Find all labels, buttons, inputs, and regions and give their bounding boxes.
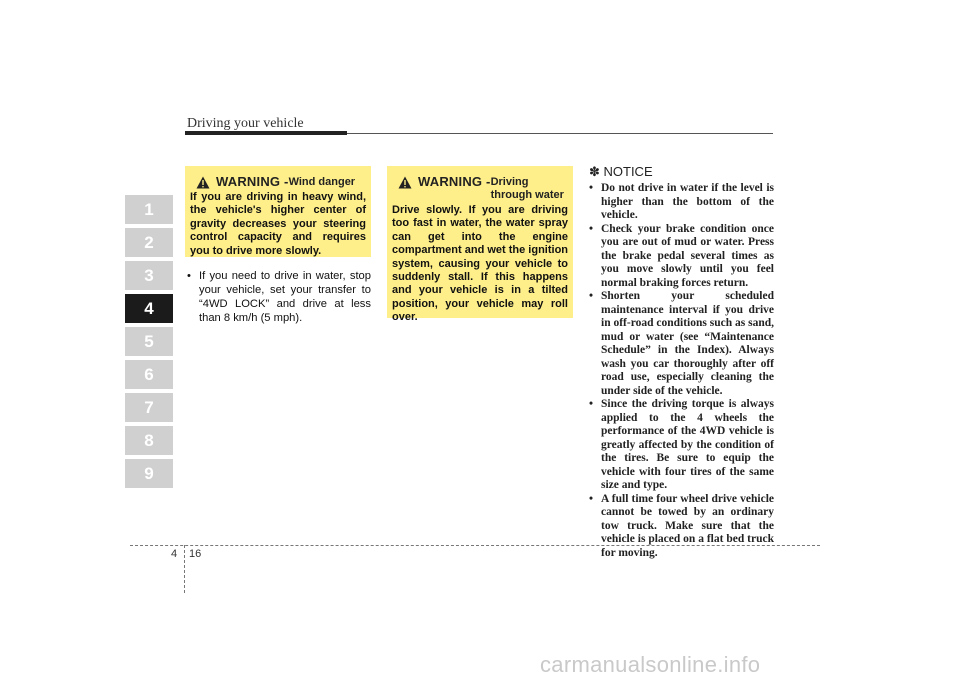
chapter-tabs — [125, 195, 173, 492]
chapter-tab-5[interactable]: 5 — [125, 327, 173, 356]
warning-label: WARNING - — [418, 174, 491, 189]
warning-text: If you are driving in heavy wind, the vehicle's higher center of gravity decreases your steering control capacity and requires you to drive more slowly. — [190, 191, 366, 257]
warning-subject: Wind danger — [288, 176, 356, 188]
warning-subject — [491, 176, 564, 202]
footer-vertical-divider — [184, 545, 185, 593]
notice-item: • Shorten your scheduled maintenance interval if you drive in off-road conditions such as sand, mud or water (see “Maintenance Schedule” in the Index). Always wash you car thoroughly after off road use, especially cleaning the under side of the vehicle. — [589, 290, 774, 397]
notice-item-text: Shorten your scheduled maintenance interval if you drive in off-road conditions such as sand, mud or water (see “Maintenance Schedule” in the Index). Always wash you car thoroughly after off road use, especially cleaning the under side of the vehicle. — [601, 290, 774, 397]
warning-label: WARNING - — [216, 174, 289, 189]
instruction-text: If you need to drive in water, stop your vehicle, set your transfer to “4WD LOCK” and drive at less than 8 km/h (5 mph). — [199, 270, 371, 324]
warning-triangle-icon — [196, 176, 210, 189]
footer-divider — [130, 545, 820, 546]
chapter-tab-4-active[interactable]: 4 — [125, 294, 173, 323]
notice-item: • Do not drive in water if the level is higher than the bottom of the vehicle. — [589, 182, 774, 221]
chapter-tab-1[interactable]: 1 — [125, 195, 173, 224]
chapter-tab-9[interactable]: 9 — [125, 459, 173, 488]
notice-item-text: A full time four wheel drive vehicle cannot be towed by an ordinary tow truck. Make sure that the vehicle is placed on a flat bed truck for moving. — [601, 492, 774, 559]
warning-box-water — [387, 166, 573, 324]
notice-item: • Since the driving torque is always applied to the 4 wheels the performance of the 4WD vehicle is greatly affected by the condition of the tires. Be sure to equip the vehicle with four tires of the same size and type. — [589, 398, 774, 491]
warning-text: Drive slowly. If you are driving too fast in water, the water spray can get into the engine compartment and wet the ignition system, causing your vehicle to suddenly stall. If this happens and your vehicle is in a tilted position, your vehicle may roll over. — [392, 204, 569, 324]
notice-title: ✽ NOTICE — [589, 164, 653, 179]
chapter-tab-8[interactable]: 8 — [125, 426, 173, 455]
chapter-tab-3[interactable]: 3 — [125, 261, 173, 290]
watermark: carmanualsonline.info — [540, 652, 761, 677]
water-driving-instruction — [187, 269, 371, 325]
notice-item: • A full time four wheel drive vehicle cannot be towed by an ordinary tow truck. Make sure that the vehicle is placed on a flat bed truck for moving. — [589, 492, 774, 559]
notice-item-text: Since the driving torque is always applied to the 4 wheels the performance of the 4WD vehicle is greatly affected by the condition of the tires. Be sure to equip the vehicle with four tires of the same size and type. — [601, 398, 774, 491]
warning-subject-line2: through water — [490, 189, 564, 201]
chapter-tab-7[interactable]: 7 — [125, 393, 173, 422]
bullet: • — [187, 270, 191, 282]
warning-heading — [392, 174, 568, 202]
header-bar — [185, 131, 347, 135]
header-rule — [347, 133, 773, 134]
chapter-tab-2[interactable]: 2 — [125, 228, 173, 257]
page-chapter-number: 4 — [171, 548, 178, 560]
notice-item-text: Check your brake condition once you are out of mud or water. Press the brake pedal several times as you move slowly until you feel normal braking forces return. — [601, 222, 774, 289]
notice-section — [589, 164, 774, 560]
chapter-tab-6[interactable]: 6 — [125, 360, 173, 389]
warning-triangle-icon — [398, 176, 412, 189]
notice-item-text: Do not drive in water if the level is higher than the bottom of the vehicle. — [601, 182, 774, 221]
page-number: 16 — [189, 548, 202, 560]
warning-subject-line1: Driving — [490, 176, 529, 188]
warning-box-wind — [185, 166, 371, 257]
page-header-title: Driving your vehicle — [187, 116, 304, 131]
notice-item: • Check your brake condition once you are out of mud or water. Press the brake pedal several times as you move slowly until you feel normal braking forces return. — [589, 222, 774, 289]
warning-heading — [190, 174, 366, 189]
